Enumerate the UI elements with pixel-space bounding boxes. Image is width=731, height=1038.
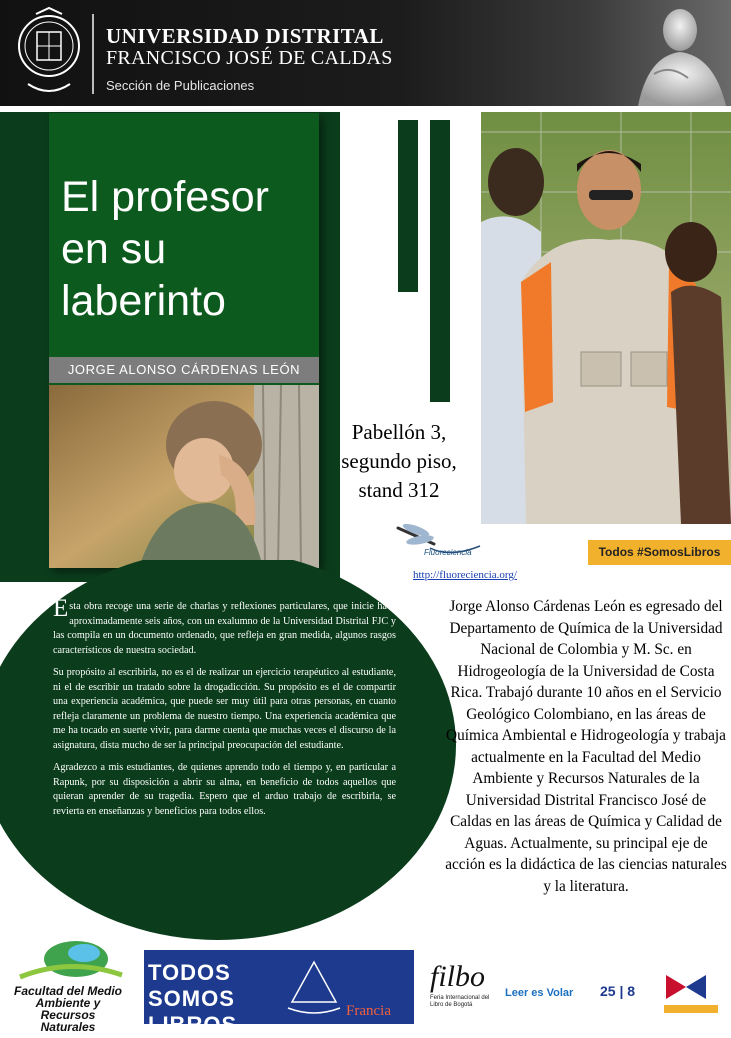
section-label: Sección de Publicaciones <box>106 78 255 93</box>
synopsis-paragraph-1-text: sta obra recoge una serie de charlas y reflexiones particulares, que inicie hace aproximadamente seis años, con un exalumno de la Universidad Distrital FJC y las compila en un documento ordenado, que refleja en gran medida, algunos rasgos característicos de nuestra sociedad. <box>53 601 396 656</box>
somos-libros-tag: Todos #SomosLibros <box>588 540 731 565</box>
author-portrait-photo <box>481 112 731 524</box>
todos-somos-libros-text: TODOS SOMOS LIBROS <box>148 960 238 1037</box>
author-bio: Jorge Alonso Cárdenas León es egresado del Departamento de Química de la Universidad Nacional de Colombia y M. Sc. en Hidrogeología de la Universidad de Costa Rica. Trabajó durante 10 años en el Servicio Geológico Colombiano, en las áreas de Química Ambiental e Hidrogeología y trabaja actualmente en la Facultad del Medio Ambiente y Recursos Naturales de la Universidad Distrital Francisco José de Caldas en las áreas de Química y Calidad de Aguas. Actualmente, su principal eje de acción es la didáctica de las ciencias naturales y la literatura. <box>445 598 727 895</box>
fluoreciencia-name: Fluoreciencia <box>424 548 472 557</box>
francia-label: Francia <box>346 1003 391 1019</box>
book-title: El profesor en su laberinto <box>61 173 269 325</box>
location-line-1: Pabellón 3, <box>351 420 447 444</box>
university-crest-icon <box>16 6 82 100</box>
synopsis-dropcap: E <box>53 595 69 622</box>
header-banner <box>0 0 731 106</box>
filbo-subtitle: Feria Internacional del Libro de Bogotá <box>430 995 490 1008</box>
book-author: JORGE ALONSO CÁRDENAS LEÓN <box>49 357 319 383</box>
decorative-bar-long <box>430 120 450 402</box>
decorative-bar-short <box>398 120 418 292</box>
leer-es-volar: Leer es Volar <box>505 987 574 999</box>
stand-location <box>330 418 468 505</box>
location-line-2: segundo piso, <box>341 449 457 473</box>
colombia-francia-logo <box>656 967 726 1017</box>
fair-dates: 25 | 8 <box>600 983 636 999</box>
book-synopsis <box>53 595 396 827</box>
header-divider <box>92 14 94 94</box>
synopsis-paragraph-1 <box>53 595 396 658</box>
university-name: UNIVERSIDAD DISTRITAL <box>106 24 384 48</box>
synopsis-paragraph-3: Agradezco a mis estudiantes, de quienes aprendo todo el tiempo y, en particular a Rapunk, por su disposición a abrir su alma, en beneficio de todos aquellos que quieran aprender de su tragedia. Espero que el arduo trabajo de escribirla, se revierta en enseñanzas y beneficios para todos ellos. <box>53 762 396 817</box>
child-crying-photo <box>49 385 319 568</box>
faculty-name: Facultad del Medio Ambiente y Recursos Naturales <box>13 984 122 1034</box>
university-subname: FRANCISCO JOSÉ DE CALDAS <box>106 47 393 69</box>
filbo-logo-text: filbo <box>430 960 486 993</box>
fluoreciencia-link[interactable]: http://fluoreciencia.org/ <box>413 569 517 581</box>
book-cover <box>49 113 319 568</box>
synopsis-paragraph-2: Su propósito al escribirla, no es el de realizar un ejercicio terapéutico al estudiante, ni el de escribir un tratado sobre la drogadicción. Su propósito es el de compartir una experiencia académica, que puede ser muy útil para otras personas, en cuanto refleja claramente un problema de nuestro tiempo. Una experiencia académica que me ha tocado en suerte vivir, para darme cuenta que muchas veces el discurso de la asignatura, dista mucho de ser la principal preocupación del estudiante. <box>53 667 396 751</box>
location-line-3: stand 312 <box>358 478 440 502</box>
caldas-statue-image <box>618 4 728 106</box>
paper-boat-icon <box>284 952 344 1022</box>
